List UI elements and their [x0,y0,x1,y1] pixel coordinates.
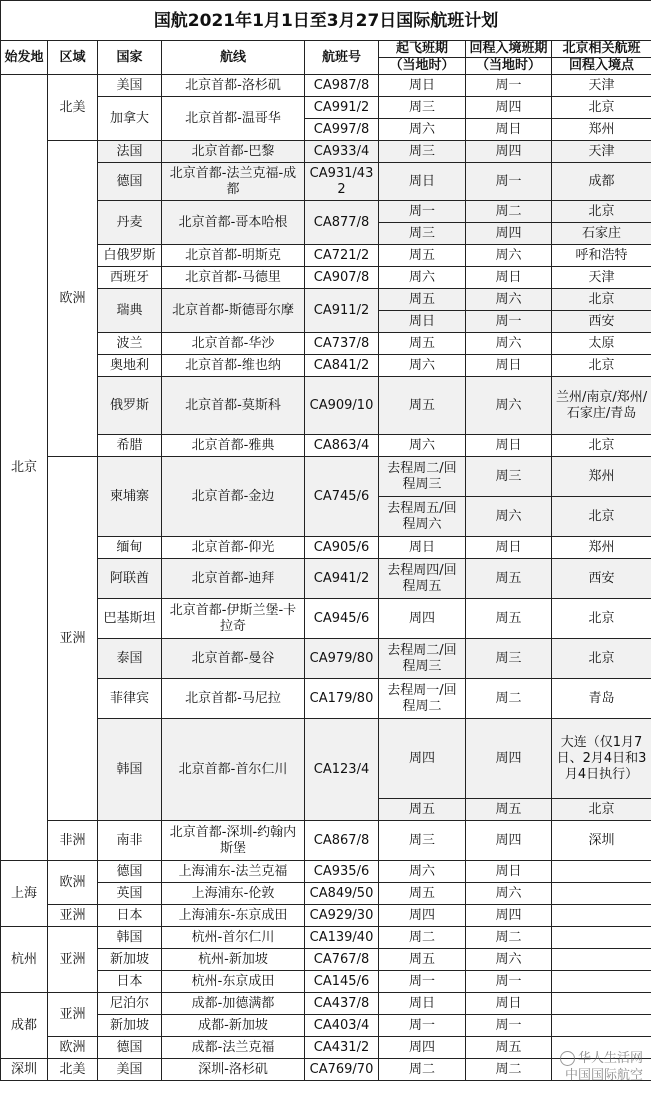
entry-cell: 北京 [552,355,651,377]
return-cell: 周四 [466,141,552,163]
flight-cell: CA929/30 [305,905,379,927]
depart-cell: 周日 [379,993,466,1015]
watermark-line2: 中国国际航空 [564,1068,643,1083]
return-cell: 周日 [466,861,552,883]
region-cell: 亚洲 [48,457,98,821]
route-cell: 杭州-新加坡 [162,949,305,971]
flight-cell: CA123/4 [305,719,379,821]
table-row [1,457,651,497]
table-row [1,141,651,163]
table-row [1,435,651,457]
route-cell: 北京首都-马尼拉 [162,679,305,719]
entry-cell: 天津 [552,267,651,289]
return-cell: 周四 [466,223,552,245]
entry-cell [552,1015,651,1037]
country-cell: 韩国 [98,927,162,949]
table-row [1,679,651,719]
route-cell: 北京首都-温哥华 [162,97,305,141]
depart-cell: 周五 [379,949,466,971]
depart-cell: 周日 [379,311,466,333]
country-cell: 新加坡 [98,1015,162,1037]
depart-cell: 周日 [379,75,466,97]
flight-cell: CA737/8 [305,333,379,355]
return-cell: 周四 [466,821,552,861]
depart-cell: 周日 [379,537,466,559]
return-cell: 周一 [466,1015,552,1037]
route-cell: 北京首都-莫斯科 [162,377,305,435]
route-cell: 成都-加德满都 [162,993,305,1015]
return-cell: 周六 [466,949,552,971]
entry-cell [552,949,651,971]
return-cell: 周六 [466,883,552,905]
country-cell: 瑞典 [98,289,162,333]
table-row [1,883,651,905]
depart-cell: 周日 [379,163,466,201]
flight-cell: CA877/8 [305,201,379,245]
entry-cell: 北京 [552,97,651,119]
return-cell: 周六 [466,289,552,311]
table-row [1,97,651,119]
depart-cell: 周三 [379,821,466,861]
country-cell: 奥地利 [98,355,162,377]
flight-cell: CA997/8 [305,119,379,141]
table-row [1,821,651,861]
entry-cell: 呼和浩特 [552,245,651,267]
entry-cell: 青岛 [552,679,651,719]
country-cell: 德国 [98,1037,162,1059]
route-cell: 北京首都-雅典 [162,435,305,457]
depart-cell: 周五 [379,333,466,355]
depart-cell: 周四 [379,719,466,799]
route-cell: 杭州-东京成田 [162,971,305,993]
return-cell: 周日 [466,993,552,1015]
flight-cell: CA139/40 [305,927,379,949]
country-cell: 希腊 [98,435,162,457]
table-row [1,927,651,949]
return-cell: 周二 [466,927,552,949]
entry-cell: 大连（仅1月7日、2月4日和3月4日执行） [552,719,651,799]
route-cell: 上海浦东-法兰克福 [162,861,305,883]
country-cell: 俄罗斯 [98,377,162,435]
route-cell: 北京首都-哥本哈根 [162,201,305,245]
header-region: 区域 [48,41,98,75]
depart-cell: 去程周二/回程周三 [379,639,466,679]
route-cell: 北京首都-马德里 [162,267,305,289]
header-route: 航线 [162,41,305,75]
return-cell: 周一 [466,971,552,993]
origin-cell: 深圳 [1,1059,48,1081]
region-cell: 欧洲 [48,861,98,905]
return-cell: 周六 [466,245,552,267]
entry-cell [552,861,651,883]
entry-cell: 北京 [552,201,651,223]
table-row [1,267,651,289]
entry-cell: 天津 [552,141,651,163]
depart-cell: 周四 [379,599,466,639]
wechat-icon [560,1051,575,1066]
watermark [560,1050,643,1084]
return-cell: 周五 [466,559,552,599]
header-country: 国家 [98,41,162,75]
entry-cell [552,883,651,905]
region-cell: 非洲 [48,821,98,861]
flight-cell: CA987/8 [305,75,379,97]
return-cell: 周一 [466,75,552,97]
return-cell: 周五 [466,799,552,821]
route-cell: 北京首都-法兰克福-成都 [162,163,305,201]
depart-cell: 周五 [379,377,466,435]
route-cell: 北京首都-维也纳 [162,355,305,377]
depart-cell: 周三 [379,97,466,119]
country-cell: 美国 [98,1059,162,1081]
return-cell: 周三 [466,639,552,679]
table-row [1,1015,651,1037]
depart-cell: 周三 [379,141,466,163]
country-cell: 加拿大 [98,97,162,141]
table-row [1,559,651,599]
flight-cell: CA437/8 [305,993,379,1015]
country-cell: 日本 [98,905,162,927]
table-row [1,333,651,355]
country-cell: 西班牙 [98,267,162,289]
table-row [1,719,651,799]
flight-cell: CA979/80 [305,639,379,679]
flight-cell: CA745/6 [305,457,379,537]
table-row [1,905,651,927]
entry-cell: 西安 [552,311,651,333]
return-cell: 周一 [466,163,552,201]
flight-cell: CA767/8 [305,949,379,971]
entry-cell: 深圳 [552,821,651,861]
depart-cell: 周四 [379,905,466,927]
table-row [1,289,651,311]
schedule-body [1,75,651,1081]
entry-cell: 北京 [552,599,651,639]
return-cell: 周二 [466,679,552,719]
region-cell: 亚洲 [48,905,98,927]
route-cell: 深圳-洛杉矶 [162,1059,305,1081]
entry-cell: 兰州/南京/郑州/石家庄/青岛 [552,377,651,435]
depart-cell: 去程周四/回程周五 [379,559,466,599]
route-cell: 北京首都-斯德哥尔摩 [162,289,305,333]
country-cell: 日本 [98,971,162,993]
route-cell: 成都-法兰克福 [162,1037,305,1059]
country-cell: 丹麦 [98,201,162,245]
route-cell: 北京首都-巴黎 [162,141,305,163]
flight-cell: CA403/4 [305,1015,379,1037]
region-cell: 欧洲 [48,1037,98,1059]
depart-cell: 周六 [379,435,466,457]
header-depart: 起飞班期 [379,41,466,58]
header-origin: 始发地 [1,41,48,75]
flight-cell: CA935/6 [305,861,379,883]
country-cell: 白俄罗斯 [98,245,162,267]
table-row [1,537,651,559]
country-cell: 德国 [98,861,162,883]
entry-cell: 郑州 [552,537,651,559]
country-cell: 阿联酋 [98,559,162,599]
entry-cell: 北京 [552,639,651,679]
table-row [1,861,651,883]
depart-cell: 周四 [379,1037,466,1059]
return-cell: 周日 [466,355,552,377]
flight-cell: CA145/6 [305,971,379,993]
flight-cell: CA431/2 [305,1037,379,1059]
origin-cell: 成都 [1,993,48,1059]
header-depart-sub: （当地时） [379,58,466,75]
entry-cell: 北京 [552,289,651,311]
flight-cell: CA179/80 [305,679,379,719]
header-flight: 航班号 [305,41,379,75]
route-cell: 北京首都-洛杉矶 [162,75,305,97]
origin-cell: 上海 [1,861,48,927]
route-cell: 杭州-首尔仁川 [162,927,305,949]
flight-cell: CA841/2 [305,355,379,377]
flight-cell: CA911/2 [305,289,379,333]
flight-cell: CA933/4 [305,141,379,163]
flight-cell: CA991/2 [305,97,379,119]
entry-cell: 西安 [552,559,651,599]
table-row [1,377,651,435]
entry-cell: 成都 [552,163,651,201]
country-cell: 菲律宾 [98,679,162,719]
entry-cell: 北京 [552,799,651,821]
country-cell: 美国 [98,75,162,97]
entry-cell: 北京 [552,435,651,457]
route-cell: 北京首都-深圳-约翰内斯堡 [162,821,305,861]
origin-cell: 北京 [1,75,48,861]
region-cell: 欧洲 [48,141,98,457]
depart-cell: 周一 [379,1015,466,1037]
region-cell: 亚洲 [48,993,98,1037]
entry-cell: 太原 [552,333,651,355]
country-cell: 韩国 [98,719,162,821]
flight-cell: CA945/6 [305,599,379,639]
route-cell: 北京首都-华沙 [162,333,305,355]
table-row [1,639,651,679]
flight-cell: CA863/4 [305,435,379,457]
return-cell: 周三 [466,457,552,497]
route-cell: 北京首都-首尔仁川 [162,719,305,821]
return-cell: 周二 [466,1059,552,1081]
entry-cell: 郑州 [552,119,651,141]
return-cell: 周五 [466,1037,552,1059]
return-cell: 周一 [466,311,552,333]
route-cell: 北京首都-伊斯兰堡-卡拉奇 [162,599,305,639]
country-cell: 尼泊尔 [98,993,162,1015]
table-row [1,599,651,639]
table-row [1,163,651,201]
entry-cell: 郑州 [552,457,651,497]
header-entry-sub: 回程入境点 [552,58,651,75]
depart-cell: 周六 [379,355,466,377]
entry-cell: 石家庄 [552,223,651,245]
country-cell: 泰国 [98,639,162,679]
return-cell: 周日 [466,435,552,457]
depart-cell: 周二 [379,927,466,949]
depart-cell: 周一 [379,971,466,993]
region-cell: 亚洲 [48,927,98,993]
route-cell: 北京首都-曼谷 [162,639,305,679]
country-cell: 缅甸 [98,537,162,559]
depart-cell: 周五 [379,883,466,905]
route-cell: 成都-新加坡 [162,1015,305,1037]
flight-cell: CA905/6 [305,537,379,559]
route-cell: 上海浦东-伦敦 [162,883,305,905]
route-cell: 北京首都-明斯克 [162,245,305,267]
watermark-line1: 华人生活网 [577,1051,643,1066]
region-cell: 北美 [48,75,98,141]
entry-cell [552,993,651,1015]
flight-cell: CA867/8 [305,821,379,861]
entry-cell [552,971,651,993]
return-cell: 周五 [466,599,552,639]
table-title: 国航2021年1月1日至3月27日国际航班计划 [1,1,651,41]
country-cell: 英国 [98,883,162,905]
flight-cell: CA849/50 [305,883,379,905]
flight-cell: CA769/70 [305,1059,379,1081]
depart-cell: 周五 [379,245,466,267]
entry-cell: 天津 [552,75,651,97]
depart-cell: 周六 [379,119,466,141]
return-cell: 周日 [466,267,552,289]
origin-cell: 杭州 [1,927,48,993]
return-cell: 周四 [466,905,552,927]
depart-cell: 周三 [379,223,466,245]
depart-cell: 周二 [379,1059,466,1081]
route-cell: 北京首都-金边 [162,457,305,537]
flight-cell: CA941/2 [305,559,379,599]
depart-cell: 去程周二/回程周三 [379,457,466,497]
country-cell: 新加坡 [98,949,162,971]
route-cell: 北京首都-仰光 [162,537,305,559]
return-cell: 周二 [466,201,552,223]
table-row [1,355,651,377]
entry-cell [552,927,651,949]
return-cell: 周六 [466,333,552,355]
entry-cell: 北京 [552,497,651,537]
flight-cell: CA931/432 [305,163,379,201]
header-return: 回程入境班期 [466,41,552,58]
entry-cell [552,905,651,927]
flight-cell: CA721/2 [305,245,379,267]
depart-cell: 周五 [379,799,466,821]
return-cell: 周日 [466,537,552,559]
country-cell: 法国 [98,141,162,163]
table-row [1,971,651,993]
depart-cell: 去程周五/回程周六 [379,497,466,537]
table-row [1,75,651,97]
depart-cell: 去程周一/回程周二 [379,679,466,719]
route-cell: 上海浦东-东京成田 [162,905,305,927]
return-cell: 周六 [466,377,552,435]
country-cell: 南非 [98,821,162,861]
region-cell: 北美 [48,1059,98,1081]
depart-cell: 周六 [379,861,466,883]
table-row [1,201,651,223]
header-return-sub: （当地时） [466,58,552,75]
country-cell: 德国 [98,163,162,201]
return-cell: 周日 [466,119,552,141]
depart-cell: 周五 [379,289,466,311]
return-cell: 周六 [466,497,552,537]
table-row [1,245,651,267]
table-row [1,949,651,971]
depart-cell: 周六 [379,267,466,289]
country-cell: 波兰 [98,333,162,355]
return-cell: 周四 [466,719,552,799]
country-cell: 柬埔寨 [98,457,162,537]
table-row [1,1037,651,1059]
country-cell: 巴基斯坦 [98,599,162,639]
route-cell: 北京首都-迪拜 [162,559,305,599]
header-entry: 北京相关航班 [552,41,651,58]
flight-cell: CA909/10 [305,377,379,435]
table-row [1,993,651,1015]
table-row [1,1059,651,1081]
flight-cell: CA907/8 [305,267,379,289]
return-cell: 周四 [466,97,552,119]
depart-cell: 周一 [379,201,466,223]
